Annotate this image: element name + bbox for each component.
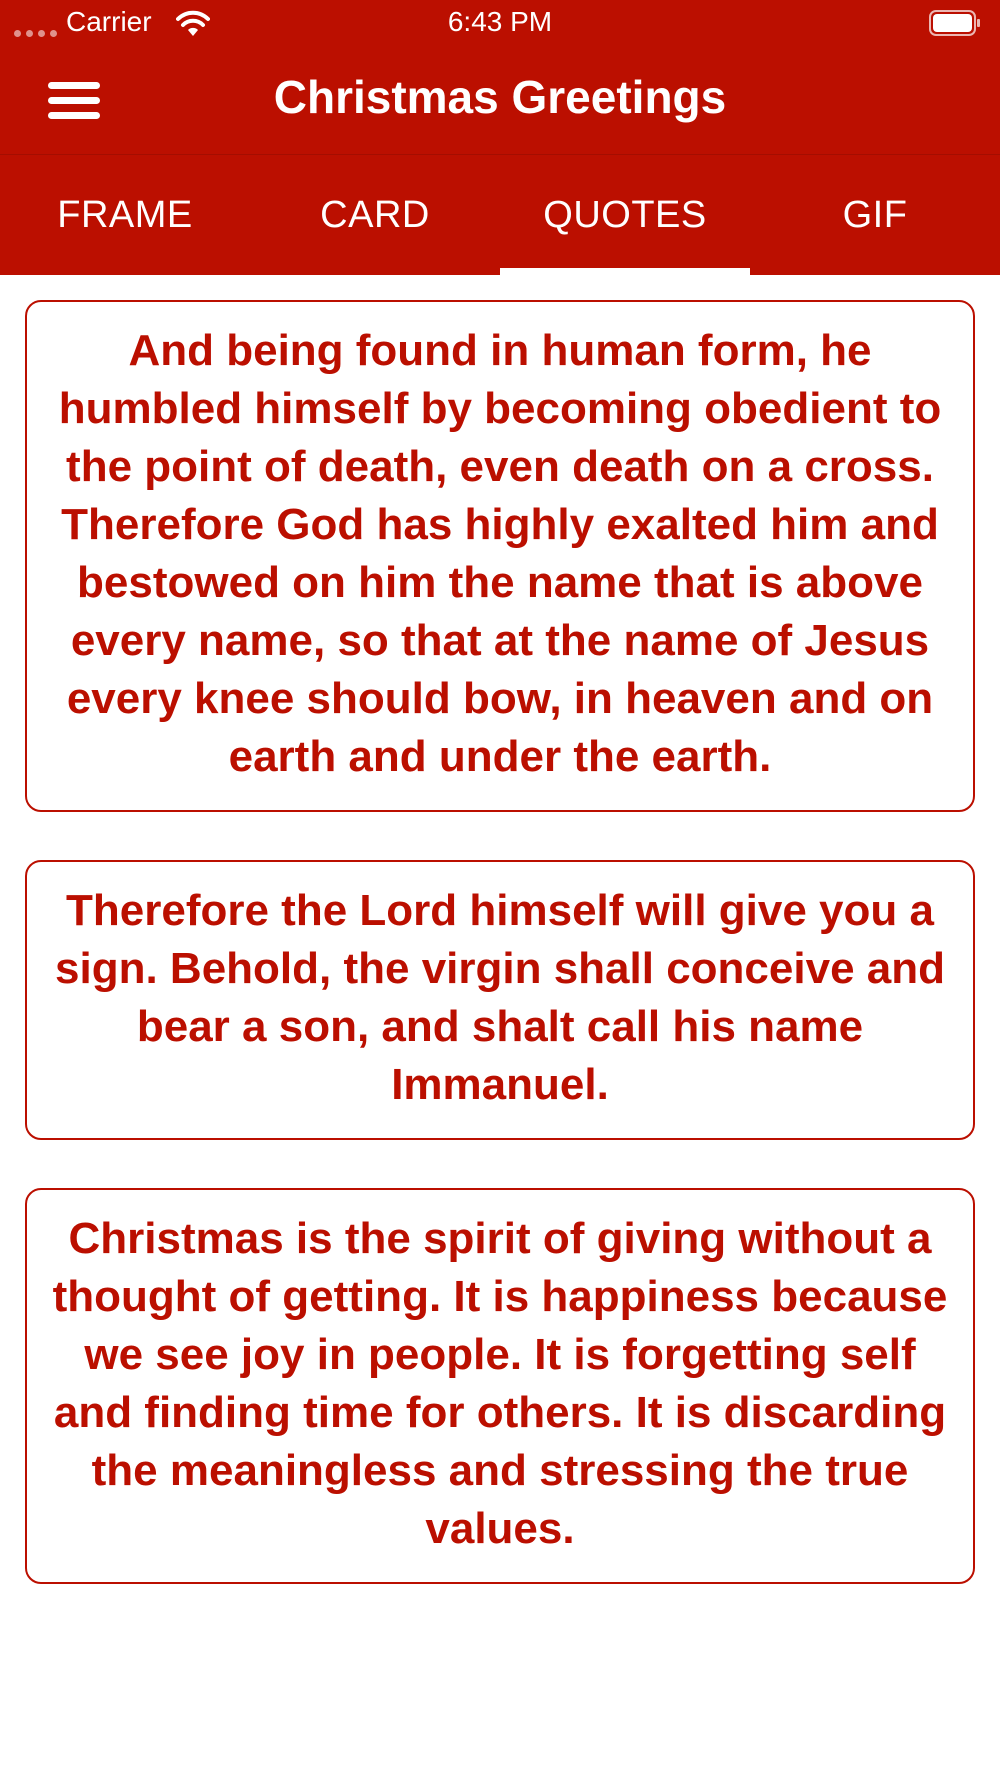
app-header (0, 48, 1000, 155)
quote-list (25, 300, 975, 1632)
quote-card[interactable]: Christmas is the spirit of giving without a thought of getting. It is happiness because we see joy in people. It is forgetting self and finding time for others. It is discarding the meaningless and stressing the true values. (25, 1188, 975, 1584)
carrier-label: Carrier (66, 6, 152, 37)
tab-gif[interactable]: GIF (842, 193, 908, 236)
quote-card[interactable]: Therefore the Lord himself will give you a sign. Behold, the virgin shall conceive and bear a son, and shalt call his name Immanuel. (25, 860, 975, 1140)
tab-frame[interactable]: FRAME (57, 193, 193, 236)
tab-bar (0, 155, 1000, 275)
tab-card[interactable]: CARD (320, 193, 430, 236)
status-bar (0, 0, 1000, 48)
quote-card[interactable]: And being found in human form, he humbled himself by becoming obedient to the point of death, even death on a cross. Therefore God has highly exalted him and bestowed on him the name that is above every name, so that at the name of Jesus every knee should bow, in heaven and on earth and under the earth. (25, 300, 975, 812)
tab-quotes[interactable]: QUOTES (500, 155, 750, 275)
status-time: 6:43 PM (447, 6, 553, 37)
battery-icon (929, 10, 981, 36)
page-title: Christmas Greetings (273, 71, 727, 123)
